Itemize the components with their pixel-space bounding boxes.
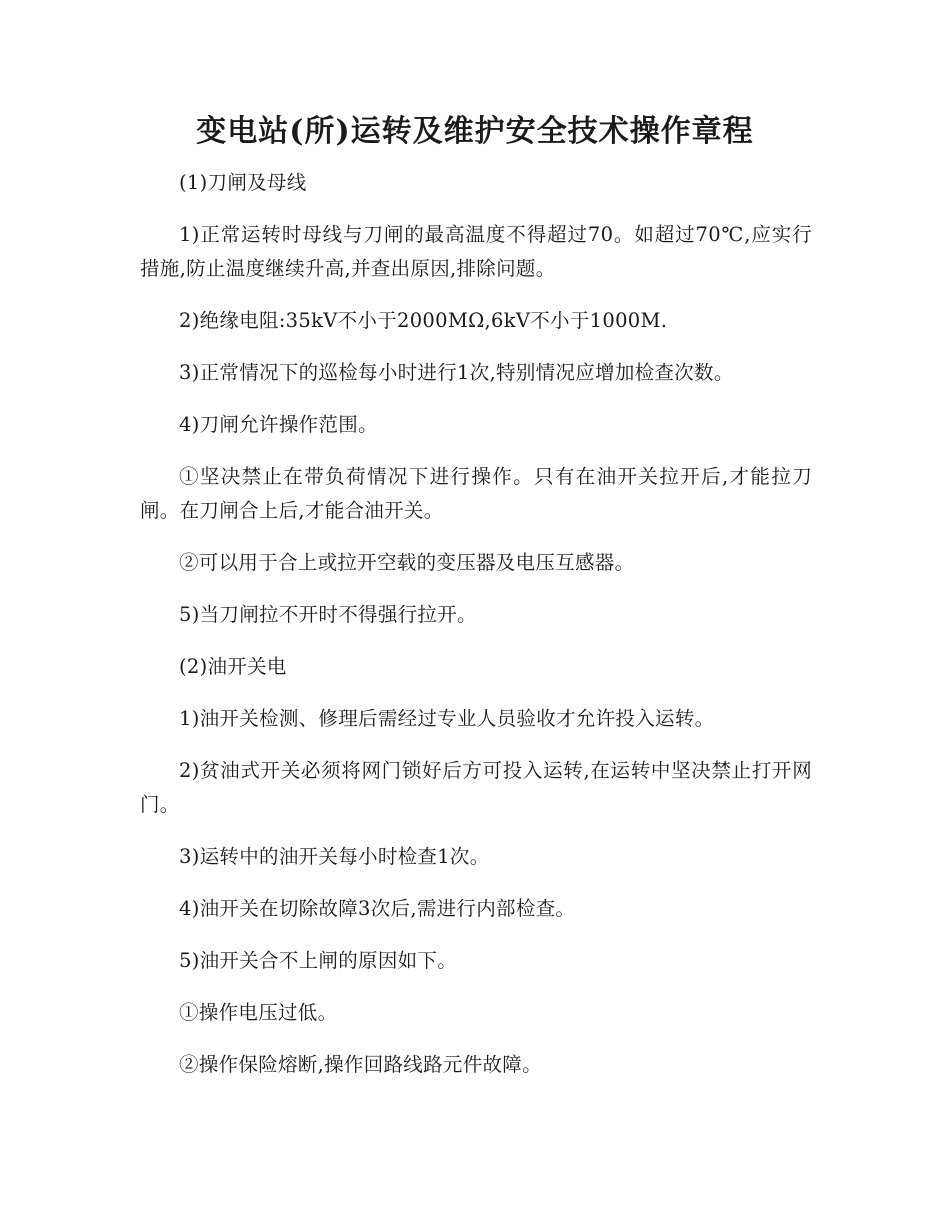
section-heading-knife-switch: (1)刀闸及母线	[179, 171, 307, 194]
document-body	[140, 166, 812, 1100]
paragraph: 4)油开关在切除故障3次后,需进行内部检查。	[179, 897, 576, 920]
paragraph: 2)贫油式开关必须将网门锁好后方可投入运转,在运转中坚决禁止打开网门。	[140, 759, 812, 816]
paragraph: 1)正常运转时母线与刀闸的最高温度不得超过70。如超过70℃,应实行措施,防止温度继续升高,并查出原因,排除问题。	[140, 223, 812, 280]
paragraph: ①坚决禁止在带负荷情况下进行操作。只有在油开关拉开后,才能拉刀闸。在刀闸合上后,才能合油开关。	[140, 465, 812, 522]
paragraph: ②操作保险熔断,操作回路线路元件故障。	[179, 1053, 542, 1076]
paragraph: 1)油开关检测、修理后需经过专业人员验收才允许投入运转。	[179, 707, 715, 730]
paragraph: 3)运转中的油开关每小时检查1次。	[179, 845, 490, 868]
section-heading-oil-switch: (2)油开关电	[179, 655, 287, 678]
paragraph: 4)刀闸允许操作范围。	[179, 413, 378, 436]
paragraph: 5)当刀闸拉不开时不得强行拉开。	[179, 603, 477, 626]
paragraph: 5)油开关合不上闸的原因如下。	[179, 949, 458, 972]
paragraph: ①操作电压过低。	[179, 1001, 338, 1024]
paragraph: 2)绝缘电阻:35kV不小于2000MΩ,6kV不小于1000M.	[179, 309, 668, 332]
paragraph: ②可以用于合上或拉开空载的变压器及电压互感器。	[179, 551, 635, 574]
paragraph: 3)正常情况下的巡检每小时进行1次,特别情况应增加检查次数。	[179, 361, 734, 384]
document-title: 变电站(所)运转及维护安全技术操作章程	[196, 114, 754, 149]
